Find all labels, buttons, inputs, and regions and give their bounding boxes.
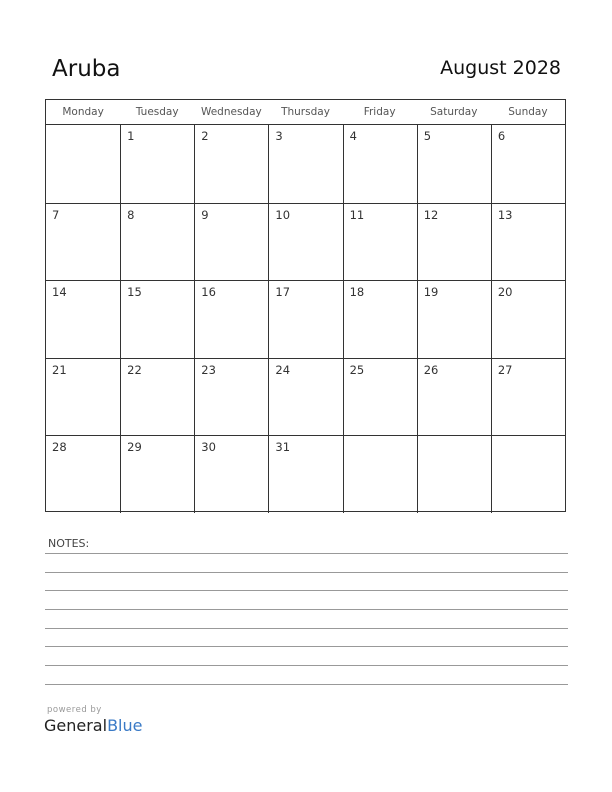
day-cell <box>46 359 120 436</box>
day-number: 25 <box>349 362 365 377</box>
day-number: 16 <box>201 285 216 300</box>
day-number: 11 <box>349 207 365 222</box>
day-number: 28 <box>52 440 67 455</box>
day-number: 31 <box>275 440 291 455</box>
weekday-tuesday: Tuesday <box>135 106 179 118</box>
day-number: 22 <box>127 362 142 377</box>
weekday-thursday: Thursday <box>281 106 330 118</box>
weekday-saturday: Saturday <box>430 106 478 118</box>
weekday-monday: Monday <box>62 106 104 118</box>
week-row-2 <box>46 203 565 281</box>
day-number: 9 <box>201 207 209 222</box>
logo-general-text: General <box>44 716 108 735</box>
day-cell <box>120 436 194 513</box>
day-number: 20 <box>497 285 513 300</box>
day-number: 6 <box>497 129 506 143</box>
day-number: 5 <box>423 129 432 143</box>
day-number: 7 <box>52 207 60 222</box>
week-row-5 <box>46 435 565 513</box>
day-number: 30 <box>201 440 216 455</box>
day-cell <box>343 204 417 281</box>
day-cell <box>120 359 194 436</box>
note-line <box>45 628 568 629</box>
powered-by-text: powered by <box>47 705 102 715</box>
day-number: 21 <box>52 362 67 377</box>
day-cell <box>417 281 491 358</box>
day-cell <box>343 125 417 203</box>
weekday-wednesday: Wednesday <box>200 106 262 118</box>
day-cell <box>194 125 268 203</box>
day-number: 1 <box>127 129 135 143</box>
note-line <box>45 609 568 610</box>
weekday-friday: Friday <box>363 106 396 118</box>
day-cell <box>491 436 565 513</box>
day-number: 4 <box>349 129 357 143</box>
day-cell <box>120 281 194 358</box>
day-cell <box>194 204 268 281</box>
day-cell <box>417 436 491 513</box>
day-cell <box>343 359 417 436</box>
day-cell <box>194 281 268 358</box>
note-line <box>45 684 568 685</box>
day-number: 17 <box>275 285 291 300</box>
day-cell <box>491 281 565 358</box>
day-number: 27 <box>497 362 513 377</box>
day-cell <box>120 125 194 203</box>
calendar-country-title: Aruba <box>52 56 121 82</box>
note-line <box>45 665 568 666</box>
logo-blue-text: Blue <box>107 716 143 735</box>
note-line <box>45 646 568 647</box>
note-line <box>45 572 568 573</box>
week-row-1 <box>46 125 565 203</box>
day-number: 12 <box>423 207 439 222</box>
day-cell <box>46 125 120 203</box>
day-cell <box>343 436 417 513</box>
generalblue-logo <box>44 716 142 735</box>
day-number: 8 <box>127 207 135 222</box>
day-cell <box>120 204 194 281</box>
day-cell <box>417 359 491 436</box>
day-cell <box>491 125 565 203</box>
day-cell <box>491 359 565 436</box>
day-cell <box>46 204 120 281</box>
day-number: 24 <box>275 362 291 377</box>
day-cell <box>194 436 268 513</box>
day-cell <box>46 436 120 513</box>
day-number: 29 <box>127 440 142 455</box>
day-number: 19 <box>423 285 439 300</box>
weekday-sunday: Sunday <box>508 106 548 118</box>
week-row-3 <box>46 280 565 358</box>
week-row-4 <box>46 358 565 436</box>
day-number: 2 <box>201 129 209 143</box>
day-number: 14 <box>52 285 67 300</box>
day-cell <box>268 281 342 358</box>
day-cell <box>268 125 342 203</box>
day-cell <box>268 436 342 513</box>
day-cell <box>491 204 565 281</box>
calendar-month-title: August 2028 <box>440 57 561 79</box>
day-cell <box>417 204 491 281</box>
day-cell <box>194 359 268 436</box>
weekday-header-row <box>46 100 565 125</box>
day-cell <box>268 359 342 436</box>
note-line <box>45 553 568 554</box>
day-number: 15 <box>127 285 142 300</box>
calendar-grid <box>45 99 566 512</box>
day-number: 10 <box>275 207 291 222</box>
note-line <box>45 590 568 591</box>
day-number: 13 <box>497 207 513 222</box>
day-number: 23 <box>201 362 216 377</box>
day-number: 3 <box>275 129 283 143</box>
day-number: 18 <box>349 285 365 300</box>
day-cell <box>46 281 120 358</box>
notes-label: NOTES: <box>48 537 90 550</box>
day-cell <box>417 125 491 203</box>
day-cell <box>343 281 417 358</box>
day-cell <box>268 204 342 281</box>
day-number: 26 <box>423 362 439 377</box>
